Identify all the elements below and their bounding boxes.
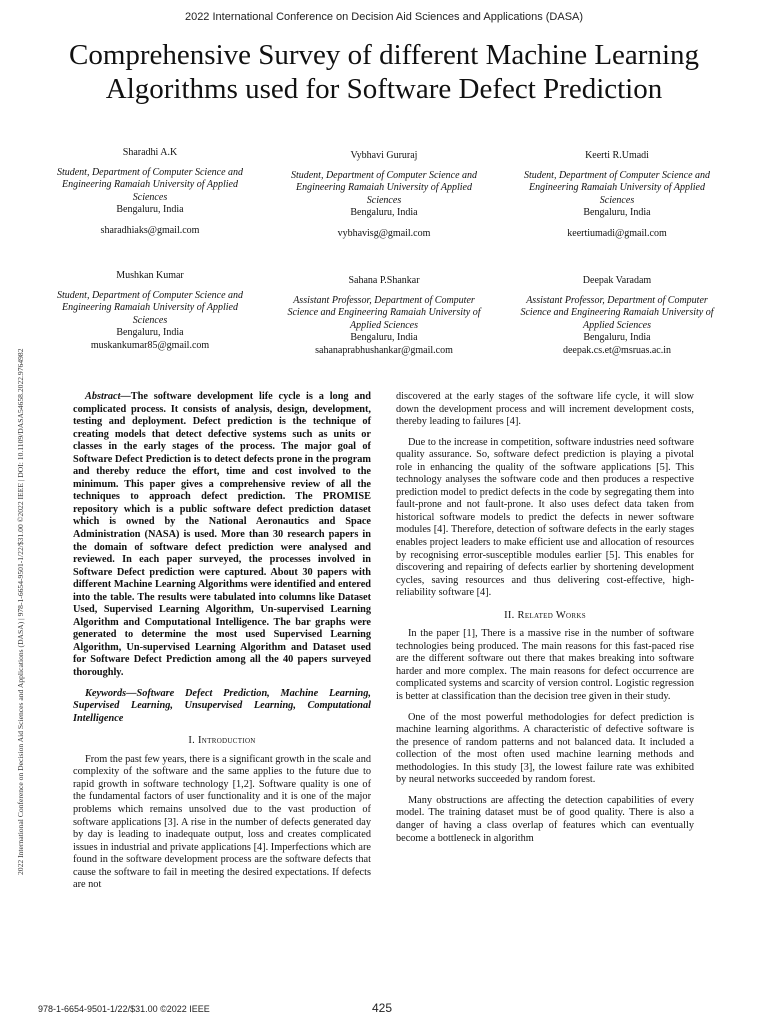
related-paragraph-2: One of the most powerful methodologies for defect prediction is machine learning algorithms. A characteristic of defective software is the presence of random patterns and not balanced data. It included a collection of the most often used machine learning methods and methodologies. In this study [3], the lowest failure rate was exhibited by neural networks succeeded by random forest. (396, 711, 694, 786)
author-affiliation: Assistant Professor, Department of Computer Science and Engineering Ramaiah University of Applied Sciences (287, 294, 481, 331)
author-affiliation: Assistant Professor, Department of Computer Science and Engineering Ramaiah University of Applied Sciences (520, 294, 714, 331)
page-number: 425 (372, 1001, 393, 1015)
author-city: Bengaluru, India (350, 332, 418, 344)
keywords: Keywords—Software Defect Prediction, Machine Learning, Supervised Learning, Unsupervised Learning, Computational Intelligence (73, 687, 371, 724)
footer-copyright: 978-1-6654-9501-1/22/$31.00 ©2022 IEEE (38, 1004, 210, 1014)
author-city: Bengaluru, India (350, 207, 418, 219)
author-email[interactable]: sharadhiaks@gmail.com (100, 224, 200, 236)
author-name: Deepak Varadam (582, 275, 652, 286)
author-block (284, 150, 484, 241)
author-email[interactable]: deepak.cs.et@msruas.ac.in (562, 344, 672, 356)
left-column (73, 391, 371, 892)
conference-header: 2022 International Conference on Decision Aid Sciences and Applications (DASA) (184, 11, 584, 23)
author-affiliation: Student, Department of Computer Science and Engineering Ramaiah University of Applied Sciences (290, 169, 478, 206)
author-affiliation: Student, Department of Computer Science and Engineering Ramaiah University of Applied Sciences (56, 289, 244, 326)
author-affiliation: Student, Department of Computer Science and Engineering Ramaiah University of Applied Sciences (56, 166, 244, 203)
author-block (517, 275, 717, 358)
section-number: I. (188, 735, 196, 747)
side-strip (16, 175, 28, 875)
section-heading-related-works (396, 610, 694, 623)
author-city: Bengaluru, India (116, 327, 184, 339)
abstract-text: The software development life cycle is a long and complicated process. It consists of analysis, design, development, testing and deployment. Defect prediction is the technique of creating models that detect defective systems such as units or classes in the early stages of the process. The major goal of Software Defect Prediction is to detect defects prone in the program and thereby reduce the effort, time and cost involved to the minimum. This paper gives a comprehensive review of all the techniques to approach defect prediction. The PROMISE repository which is a public software defect prediction dataset which is owned by the National Aeronautics and Space Administration (NASA) is used. More than 30 research papers in the domain of software defect prediction were analysed and reviewed. In each paper surveyed, the processes involved in Software Defect prediction were captured. About 30 papers with different Machine Learning Algorithms were identified and entered into the table. The results were tabulated into columns like Dataset Used, Supervised Learning Algorithm, Un-supervised Learning Algorithm and Computational Intelligence. The bar graphs were generated to determine the most used Supervised Learning Algorithm, Un-supervised Learning Algorithm and Dataset used for Software Defect Prediction among all the 40 papers surveyed thoroughly. (73, 391, 371, 679)
author-block (284, 275, 484, 358)
related-paragraph-3: Many obstructions are affecting the detection capabilities of every model. The training dataset must be of good quality. There is also a danger of having a class overlap of features which can eventually become a bottleneck in algorithm (396, 794, 694, 844)
intro-continued-paragraph: discovered at the early stages of the software life cycle, it will slow down the development process and will increment development costs, thereby leading to failures [4]. (396, 391, 694, 428)
section-number: II. (504, 609, 515, 621)
author-name: Sharadhi A.K (122, 147, 178, 158)
abstract (73, 391, 371, 680)
author-email[interactable]: keertiumadi@gmail.com (567, 227, 667, 239)
related-paragraph-1: In the paper [1], There is a massive rise in the number of software technologies being produced. The main reasons for this fast-paced rise are the different software out there that makes breaking into software harder and more complex. The main reasons for defect occurrence are complicated systems and scarcity of version control. Logistic regression is better at classification than the decision tree given in their study. (396, 628, 694, 703)
paper-title: Comprehensive Survey of different Machine Learning Algorithms used for Software Defect Prediction (68, 39, 699, 105)
author-city: Bengaluru, India (116, 204, 184, 216)
author-email[interactable]: muskankumar85@gmail.com (90, 339, 210, 351)
author-block (50, 147, 250, 238)
author-name: Sahana P.Shankar (348, 275, 420, 286)
author-name: Mushkan Kumar (116, 270, 184, 281)
section-title: Related Works (517, 609, 586, 621)
intro-paragraph: From the past few years, there is a significant growth in the scale and complexity of the software and the same applies to the future due to rapid growth in software technology [1,2]. Software quality is one of the fundamental factors of user functionality and it is one of the major problems which remains unsolved due to the vast production of software applications [3]. A rise in the number of defects generated day by day is leading to inadequate output, loss and creates complicated issues in industrial and private applications [4]. Imperfections which are found in the software development process are the software defects that cause the software to fail in meeting the desired expectations. If defects are not (73, 753, 371, 891)
author-city: Bengaluru, India (583, 207, 651, 219)
right-column (396, 391, 694, 845)
author-name: Keerti R.Umadi (585, 150, 649, 161)
intro-paragraph-2: Due to the increase in competition, software industries need software quality assurance. So, software defect prediction is playing a pivotal role in enhancing the quality of the software applications [5]. This technology analyses the software code and then produces a respective prediction model to predict defects in the code by segregating them into fault-prone and not fault-prone. It also uses defect data taken from historical software models to predict the defects in newer software modules [4]. Therefore, detection of software defects in the early stages enables project leaders to make efficient use and allocation of resources by recognising error-susceptible modules earlier [5]. This enables for discovering and repairing of defects earlier by shortening development cycles, saving resources and thus delivering cost-effective, high-reliability software [4]. (396, 436, 694, 599)
abstract-label: Abstract— (85, 391, 131, 402)
side-strip-text: 2022 International Conference on Decision Aid Sciences and Applications (DASA) | 978-1-6654-9501-1/22/$31.00 ©2022 IEEE | DOI: 10.1109/DASA54658.2022.9764982 (16, 348, 25, 875)
author-affiliation: Student, Department of Computer Science and Engineering Ramaiah University of Applied Sciences (523, 169, 711, 206)
author-name: Vybhavi Gururaj (350, 150, 418, 161)
author-city: Bengaluru, India (583, 332, 651, 344)
author-email[interactable]: sahanaprabhushankar@gmail.com (315, 344, 453, 356)
author-block (517, 150, 717, 241)
section-title: Introduction (198, 735, 256, 747)
section-heading-introduction (73, 735, 371, 748)
author-email[interactable]: vybhavisg@gmail.com (337, 227, 431, 239)
author-block (50, 270, 250, 353)
